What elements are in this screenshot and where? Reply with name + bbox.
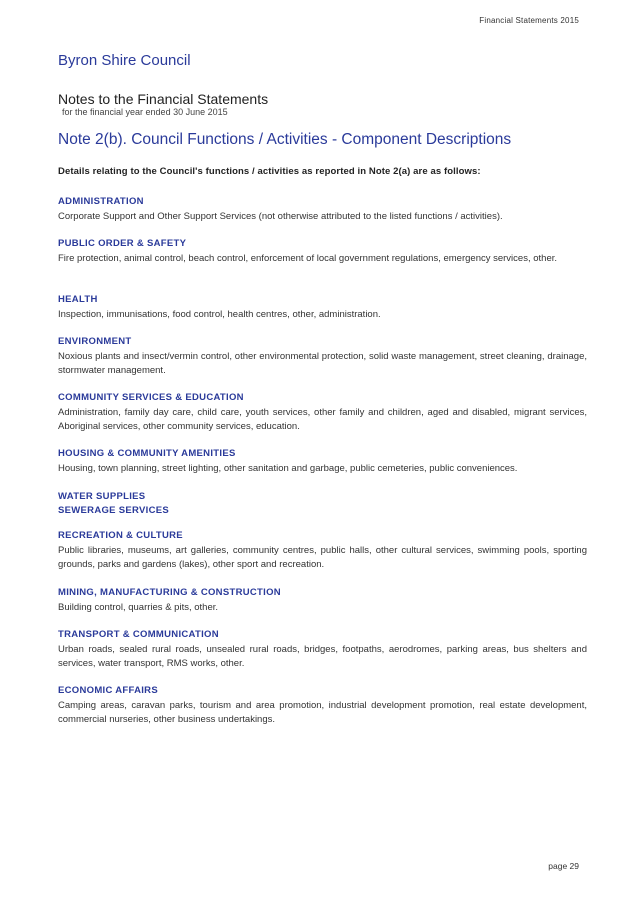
section-desc-recreation-culture: Public libraries, museums, art galleries, community centres, public halls, other cultural services, swimming pools, sporting grounds, parks and gardens (lakes), other sport and recreation.	[58, 545, 587, 570]
section-desc-community-services-education: Administration, family day care, child care, youth services, other family and children, aged and disabled, migrant services, Aboriginal services, other community services, education.	[58, 407, 587, 432]
section-title-economic-affairs: ECONOMIC AFFAIRS	[58, 685, 158, 696]
section-desc-transport-communication: Urban roads, sealed rural roads, unsealed rural roads, bridges, footpaths, aerodromes, parking areas, bus shelters and services, water transport, RMS works, other.	[58, 644, 587, 669]
section-title-administration: ADMINISTRATION	[58, 196, 144, 207]
section-title-environment: ENVIRONMENT	[58, 336, 132, 347]
section-title-housing-community-amenities: HOUSING & COMMUNITY AMENITIES	[58, 448, 236, 459]
section-title-mining-manufacturing-construction: MINING, MANUFACTURING & CONSTRUCTION	[58, 587, 281, 598]
section-desc-administration: Corporate Support and Other Support Services (not otherwise attributed to the listed functions / activities).	[58, 211, 503, 222]
note-heading: Note 2(b). Council Functions / Activities - Component Descriptions	[58, 131, 512, 148]
section-desc-public-order-safety: Fire protection, animal control, beach control, enforcement of local government regulations, emergency services, other.	[58, 253, 558, 264]
notes-subtitle: for the financial year ended 30 June 2015	[62, 107, 228, 117]
section-title-transport-communication: TRANSPORT & COMMUNICATION	[58, 629, 219, 640]
section-title-recreation-culture: RECREATION & CULTURE	[58, 530, 183, 541]
intro-text: Details relating to the Council's functions / activities as reported in Note 2(a) are as follows:	[58, 166, 481, 177]
section-desc-mining-manufacturing-construction: Building control, quarries & pits, other.	[58, 602, 219, 613]
section-desc-health: Inspection, immunisations, food control, health centres, other, administration.	[58, 309, 381, 320]
section-desc-environment: Noxious plants and insect/vermin control, other environmental protection, solid waste management, street cleaning, drainage, stormwater management.	[58, 351, 587, 376]
section-desc-economic-affairs: Camping areas, caravan parks, tourism and area promotion, industrial development promotion, real estate development, commercial nurseries, other business undertakings.	[58, 700, 587, 725]
organisation-name: Byron Shire Council	[58, 52, 191, 69]
section-title-water-supplies: WATER SUPPLIES	[58, 491, 146, 502]
page-number: page 29	[548, 861, 579, 871]
section-title-sewerage-services: SEWERAGE SERVICES	[58, 505, 170, 516]
section-desc-housing-community-amenities: Housing, town planning, street lighting, other sanitation and garbage, public cemeteries, public conveniences.	[58, 463, 518, 474]
section-title-community-services-education: COMMUNITY SERVICES & EDUCATION	[58, 392, 244, 403]
section-title-health: HEALTH	[58, 294, 98, 305]
running-header: Financial Statements 2015	[479, 16, 579, 25]
section-title-public-order-safety: PUBLIC ORDER & SAFETY	[58, 238, 187, 249]
notes-title: Notes to the Financial Statements	[58, 91, 269, 107]
